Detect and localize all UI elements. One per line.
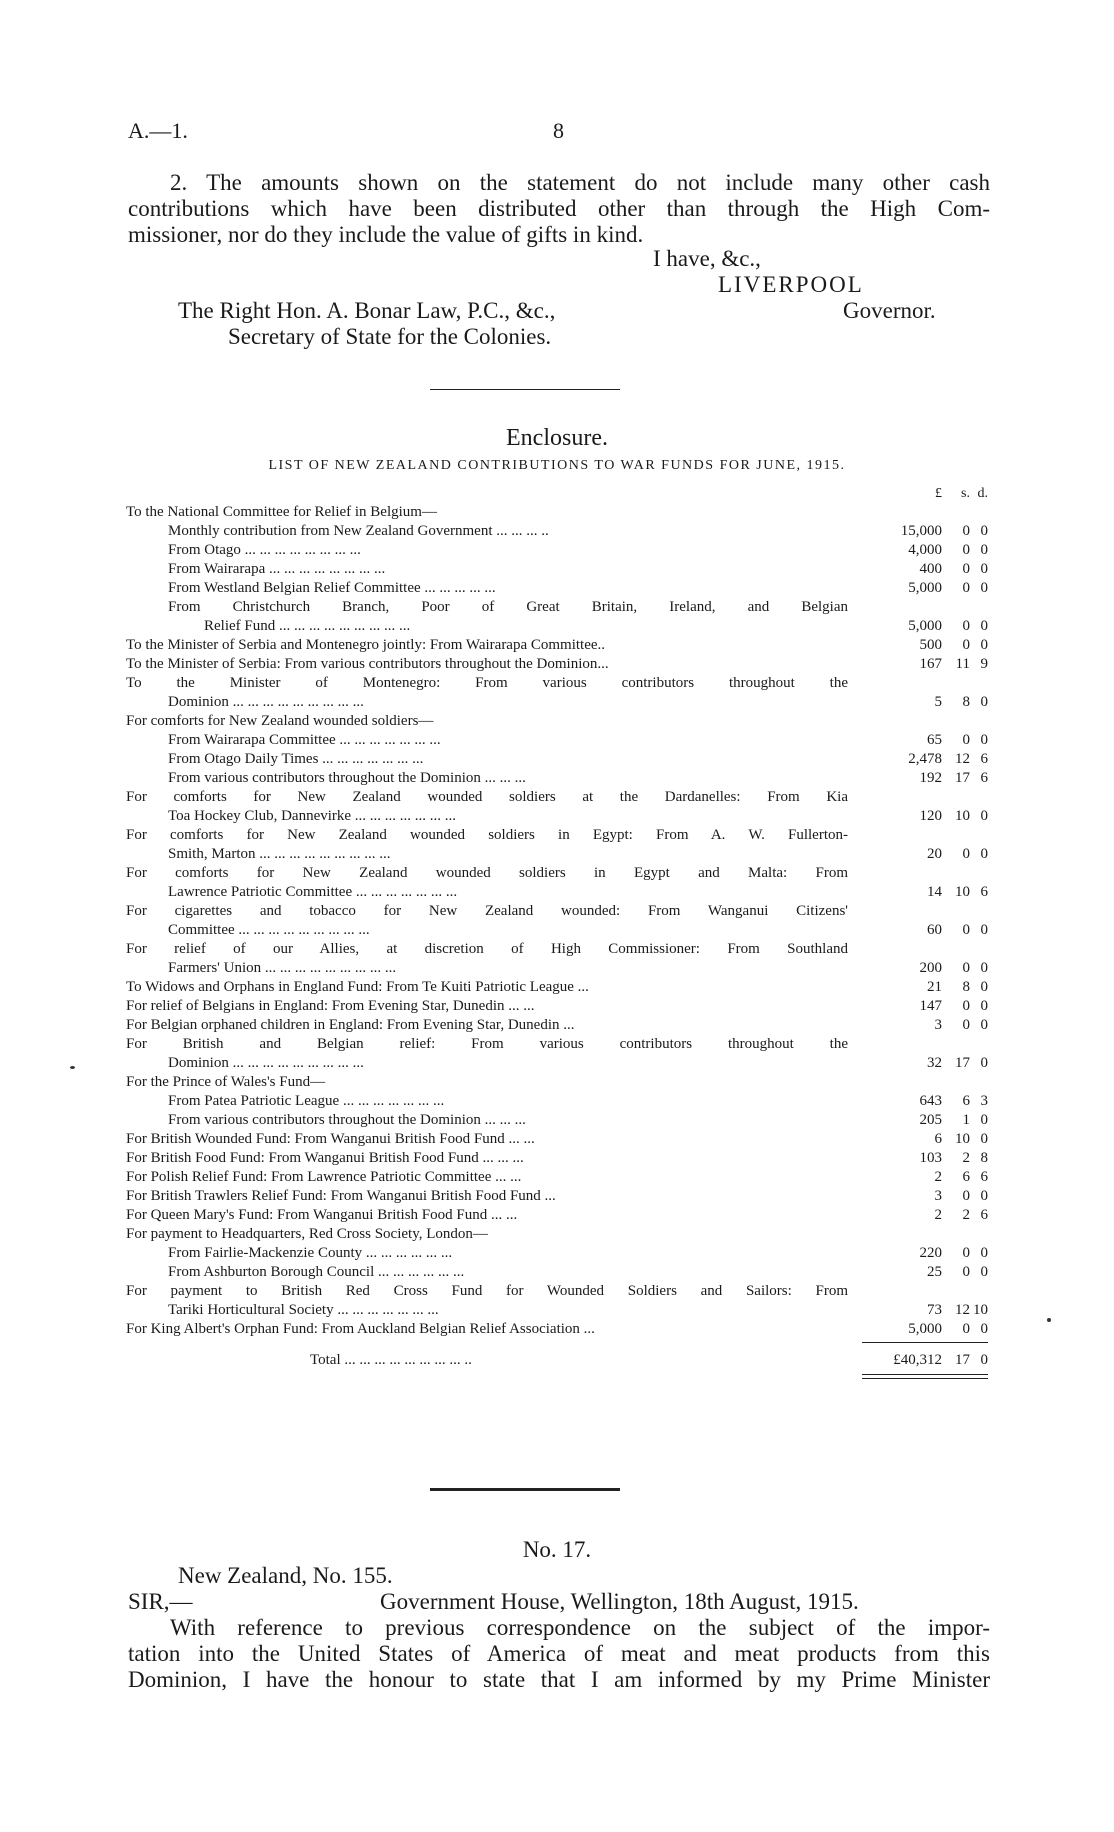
amount-shillings: 0	[962, 1017, 970, 1033]
contribution-description: Smith, Marton ... ... ... ... ... ... ... ... ...	[168, 846, 391, 862]
scan-speck	[70, 1066, 75, 1069]
amount-shillings: 0	[962, 998, 970, 1014]
contribution-description: For Queen Mary's Fund: From Wanganui British Food Fund ... ...	[126, 1207, 518, 1223]
contribution-description: For British Food Fund: From Wanganui British Food Fund ... ... ...	[126, 1150, 524, 1166]
table-row	[126, 978, 988, 997]
amount-pence: 6	[980, 1169, 988, 1185]
amount-shillings: 10	[955, 884, 970, 900]
amount-shillings: 0	[962, 846, 970, 862]
amount-pence: 0	[980, 523, 988, 539]
contribution-description: To the Minister of Serbia and Montenegro jointly: From Wairarapa Committee..	[126, 637, 606, 653]
amount-pence: 0	[980, 1131, 988, 1147]
contribution-description: Dominion ... ... ... ... ... ... ... ... ...	[168, 694, 364, 710]
table-row	[126, 636, 988, 655]
amount-pence: 0	[980, 1112, 988, 1128]
total-rule	[862, 1342, 988, 1343]
table-row	[126, 959, 988, 978]
amount-pounds: 65	[927, 732, 942, 748]
section-divider	[430, 389, 620, 390]
amount-pounds: 2	[934, 1169, 942, 1185]
enclosure-title: Enclosure.	[506, 425, 608, 451]
table-row	[126, 731, 988, 750]
despatch-body-line: Dominion, I have the honour to state that I am informed by my Prime Minister	[128, 1667, 990, 1692]
amount-shillings: 12	[955, 1302, 970, 1318]
amount-shillings: 0	[962, 580, 970, 596]
amount-pence: 0	[980, 637, 988, 653]
table-row	[126, 598, 988, 617]
table-row	[126, 617, 988, 636]
contribution-description: From Ashburton Borough Council ... ... ... ... ... ...	[168, 1264, 465, 1280]
amount-pence: 0	[980, 694, 988, 710]
amount-pounds: 21	[927, 979, 942, 995]
closing-formula: I have, &c.,	[653, 246, 761, 271]
amount-shillings: 0	[962, 618, 970, 634]
table-row	[126, 1225, 988, 1244]
contribution-description: To the Minister of Montenegro: From various contributors throughout the	[126, 675, 848, 691]
despatch-reference: New Zealand, No. 155.	[178, 1563, 393, 1588]
contribution-description: For comforts for New Zealand wounded soldiers in Egypt: From A. W. Fullerton-	[126, 827, 848, 843]
table-row	[126, 1263, 988, 1282]
table-row	[126, 883, 988, 902]
amount-pounds: 14	[927, 884, 942, 900]
amount-pence: 0	[980, 846, 988, 862]
paragraph-2-line: missioner, nor do they include the value of gifts in kind.	[128, 222, 644, 247]
contribution-description: Lawrence Patriotic Committee ... ... ... ... ... ... ...	[168, 884, 458, 900]
amount-shillings: 12	[955, 751, 970, 767]
contribution-description: Tariki Horticultural Society ... ... ... ... ... ... ...	[168, 1302, 439, 1318]
amount-shillings: 10	[955, 808, 970, 824]
signatory-title: Governor.	[843, 298, 936, 323]
amount-pence: 3	[980, 1093, 988, 1109]
table-row	[126, 1320, 988, 1339]
list-title: LIST OF NEW ZEALAND CONTRIBUTIONS TO WAR FUNDS FOR JUNE, 1915.	[268, 458, 846, 473]
amount-pounds: 5	[934, 694, 942, 710]
amount-pounds: 5,000	[908, 618, 942, 634]
table-row	[126, 1054, 988, 1073]
amount-shillings: 17	[955, 1055, 970, 1071]
contribution-description: From various contributors throughout the Dominion ... ... ...	[168, 770, 526, 786]
total-pence: 0	[980, 1352, 988, 1368]
contribution-description: For payment to Headquarters, Red Cross Society, London—	[126, 1226, 488, 1242]
amount-pounds: 60	[927, 922, 942, 938]
contribution-description: For relief of our Allies, at discretion of High Commissioner: From Southland	[126, 941, 848, 957]
addressee-name: The Right Hon. A. Bonar Law, P.C., &c.,	[178, 298, 556, 323]
contribution-description: From Westland Belgian Relief Committee ... ... ... ... ...	[168, 580, 496, 596]
amount-pounds: 5,000	[908, 1321, 942, 1337]
despatch-number: No. 17.	[522, 1537, 592, 1562]
salutation: SIR,—	[128, 1589, 193, 1614]
table-row	[126, 693, 988, 712]
contribution-description: From Patea Patriotic League ... ... ... ... ... ... ...	[168, 1093, 445, 1109]
table-row	[126, 826, 988, 845]
amount-shillings: 0	[962, 922, 970, 938]
amount-shillings: 0	[962, 542, 970, 558]
contribution-description: Farmers' Union ... ... ... ... ... ... ... ... ...	[168, 960, 397, 976]
amount-pounds: 500	[919, 637, 942, 653]
amount-pence: 0	[980, 561, 988, 577]
amount-shillings: 0	[962, 561, 970, 577]
paragraph-2-line: 2. The amounts shown on the statement do not include many other cash	[170, 170, 990, 195]
contribution-description: For comforts for New Zealand wounded soldiers in Egypt and Malta: From	[126, 865, 848, 881]
pounds-column-header: £	[935, 486, 942, 501]
scan-speck	[1047, 1318, 1051, 1322]
amount-pence: 0	[980, 998, 988, 1014]
table-row	[126, 712, 988, 731]
amount-shillings: 0	[962, 1188, 970, 1204]
contribution-description: For comforts for New Zealand wounded soldiers—	[126, 713, 434, 729]
section-divider-heavy	[430, 1488, 620, 1491]
amount-pounds: 4,000	[908, 542, 942, 558]
amount-pounds: 200	[919, 960, 942, 976]
amount-pounds: 167	[919, 656, 942, 672]
contribution-description: From Christchurch Branch, Poor of Great Britain, Ireland, and Belgian	[168, 599, 848, 615]
amount-pence: 0	[980, 808, 988, 824]
total-label: Total ... ... ... ... ... ... ... ... ..	[310, 1352, 472, 1368]
table-row	[126, 788, 988, 807]
amount-pounds: 192	[919, 770, 942, 786]
amount-shillings: 0	[962, 1321, 970, 1337]
amount-pounds: 147	[919, 998, 942, 1014]
contribution-description: From Otago ... ... ... ... ... ... ... ...	[168, 542, 361, 558]
contribution-description: For payment to British Red Cross Fund for Wounded Soldiers and Sailors: From	[126, 1283, 848, 1299]
amount-pounds: 5,000	[908, 580, 942, 596]
table-row	[126, 750, 988, 769]
amount-pence: 0	[980, 580, 988, 596]
amount-shillings: 6	[962, 1169, 970, 1185]
total-shillings: 17	[955, 1352, 970, 1368]
amount-pounds: 2	[934, 1207, 942, 1223]
table-row	[126, 1168, 988, 1187]
amount-shillings: 8	[962, 694, 970, 710]
amount-pounds: 3	[934, 1017, 942, 1033]
contribution-description: For King Albert's Orphan Fund: From Auckland Belgian Relief Association ...	[126, 1321, 595, 1337]
total-double-rule-top	[862, 1374, 988, 1375]
amount-pounds: 400	[919, 561, 942, 577]
amount-pounds: 73	[927, 1302, 942, 1318]
amount-shillings: 17	[955, 770, 970, 786]
table-row	[126, 655, 988, 674]
amount-shillings: 0	[962, 637, 970, 653]
table-row	[126, 503, 988, 522]
contribution-description: To Widows and Orphans in England Fund: From Te Kuiti Patriotic League ...	[126, 979, 589, 995]
document-reference: A.—1.	[128, 118, 188, 143]
table-row	[126, 1035, 988, 1054]
total-row	[126, 1346, 988, 1374]
addressee-title: Secretary of State for the Colonies.	[228, 324, 552, 349]
amount-pounds: 3	[934, 1188, 942, 1204]
amount-shillings: 0	[962, 1245, 970, 1261]
amount-shillings: 6	[962, 1093, 970, 1109]
paragraph-2	[128, 170, 990, 248]
despatch-body	[128, 1615, 990, 1693]
amount-pence: 0	[980, 1321, 988, 1337]
amount-pence: 0	[980, 1055, 988, 1071]
amount-pence: 6	[980, 770, 988, 786]
amount-shillings: 0	[962, 1264, 970, 1280]
amount-pence: 0	[980, 922, 988, 938]
contribution-description: From Wairarapa Committee ... ... ... ... ... ... ...	[168, 732, 441, 748]
despatch-body-line: tation into the United States of America of meat and meat products from this	[128, 1641, 990, 1666]
signatory-name: LIVERPOOL	[718, 272, 864, 297]
table-row	[126, 1130, 988, 1149]
table-row	[126, 997, 988, 1016]
table-row	[126, 1301, 988, 1320]
table-row	[126, 1282, 988, 1301]
amount-pence: 0	[980, 1017, 988, 1033]
amount-pence: 0	[980, 979, 988, 995]
table-row	[126, 1016, 988, 1035]
amount-shillings: 2	[962, 1207, 970, 1223]
contribution-description: From various contributors throughout the Dominion ... ... ...	[168, 1112, 526, 1128]
amount-pence: 0	[980, 1245, 988, 1261]
table-row	[126, 1244, 988, 1263]
amount-pounds: 205	[919, 1112, 942, 1128]
amount-pence: 9	[980, 656, 988, 672]
amount-pounds: 120	[919, 808, 942, 824]
amount-shillings: 11	[955, 656, 970, 672]
amount-pence: 8	[980, 1150, 988, 1166]
amount-pounds: 32	[927, 1055, 942, 1071]
table-row	[126, 579, 988, 598]
amount-pence: 6	[980, 751, 988, 767]
amount-pence: 0	[980, 732, 988, 748]
contribution-description: Relief Fund ... ... ... ... ... ... ... ... ...	[204, 618, 411, 634]
contribution-description: Committee ... ... ... ... ... ... ... ... ...	[168, 922, 370, 938]
paragraph-2-line: contributions which have been distributed other than through the High Com-	[128, 196, 990, 221]
amount-pence: 10	[973, 1302, 988, 1318]
contribution-description: For British Trawlers Relief Fund: From Wanganui British Food Fund ...	[126, 1188, 556, 1204]
contribution-description: From Wairarapa ... ... ... ... ... ... ... ...	[168, 561, 386, 577]
amount-shillings: 0	[962, 960, 970, 976]
amount-pounds: 220	[919, 1245, 942, 1261]
table-row	[126, 1073, 988, 1092]
contribution-description: For the Prince of Wales's Fund—	[126, 1074, 326, 1090]
table-row	[126, 807, 988, 826]
amount-pounds: 643	[919, 1093, 942, 1109]
table-row	[126, 940, 988, 959]
table-header-row	[126, 484, 988, 503]
contribution-description: Monthly contribution from New Zealand Government ... ... ... ..	[168, 523, 549, 539]
contribution-description: From Fairlie-Mackenzie County ... ... ... ... ... ...	[168, 1245, 453, 1261]
contribution-description: For British and Belgian relief: From various contributors throughout the	[126, 1036, 848, 1052]
amount-shillings: 0	[962, 732, 970, 748]
contribution-description: To the Minister of Serbia: From various contributors throughout the Dominion...	[126, 656, 609, 672]
shillings-column-header: s.	[961, 486, 970, 501]
amount-pence: 0	[980, 542, 988, 558]
total-double-rule-bottom	[862, 1378, 988, 1379]
contribution-description: Dominion ... ... ... ... ... ... ... ... ...	[168, 1055, 364, 1071]
amount-pence: 0	[980, 960, 988, 976]
amount-pence: 0	[980, 618, 988, 634]
table-row	[126, 560, 988, 579]
contribution-description: From Otago Daily Times ... ... ... ... ... ... ...	[168, 751, 424, 767]
amount-pounds: 2,478	[908, 751, 942, 767]
amount-pence: 6	[980, 1207, 988, 1223]
amount-pounds: 25	[927, 1264, 942, 1280]
page-number: 8	[553, 118, 564, 143]
amount-shillings: 0	[962, 523, 970, 539]
contribution-description: For cigarettes and tobacco for New Zealand wounded: From Wanganui Citizens'	[126, 903, 848, 919]
table-row	[126, 845, 988, 864]
table-row	[126, 902, 988, 921]
amount-shillings: 10	[955, 1131, 970, 1147]
contributions-table	[126, 484, 988, 1376]
amount-pence: 0	[980, 1188, 988, 1204]
contribution-description: For British Wounded Fund: From Wanganui British Food Fund ... ...	[126, 1131, 535, 1147]
table-row	[126, 1111, 988, 1130]
amount-shillings: 2	[962, 1150, 970, 1166]
table-row	[126, 674, 988, 693]
contribution-description: For comforts for New Zealand wounded soldiers at the Dardanelles: From Kia	[126, 789, 848, 805]
contribution-description: For Polish Relief Fund: From Lawrence Patriotic Committee ... ...	[126, 1169, 522, 1185]
table-row	[126, 1206, 988, 1225]
despatch-address: Government House, Wellington, 18th August, 1915.	[380, 1589, 859, 1614]
amount-pounds: 6	[934, 1131, 942, 1147]
total-pounds: £40,312	[893, 1352, 942, 1368]
table-row	[126, 769, 988, 788]
contribution-description: For relief of Belgians in England: From Evening Star, Dunedin ... ...	[126, 998, 535, 1014]
table-row	[126, 522, 988, 541]
table-row	[126, 921, 988, 940]
contribution-description: To the National Committee for Relief in Belgium—	[126, 504, 437, 520]
table-row	[126, 1149, 988, 1168]
amount-pence: 6	[980, 884, 988, 900]
despatch-body-line: With reference to previous correspondence on the subject of the impor-	[170, 1615, 990, 1640]
contribution-description: For Belgian orphaned children in England: From Evening Star, Dunedin ...	[126, 1017, 575, 1033]
contribution-rows	[126, 503, 988, 1339]
table-row	[126, 541, 988, 560]
amount-pounds: 15,000	[900, 523, 942, 539]
amount-pence: 0	[980, 1264, 988, 1280]
amount-pounds: 103	[919, 1150, 942, 1166]
table-row	[126, 1187, 988, 1206]
contribution-description: Toa Hockey Club, Dannevirke ... ... ... ... ... ... ...	[168, 808, 457, 824]
amount-shillings: 8	[962, 979, 970, 995]
amount-pounds: 20	[927, 846, 942, 862]
amount-shillings: 1	[962, 1112, 970, 1128]
table-row	[126, 1092, 988, 1111]
table-row	[126, 864, 988, 883]
pence-column-header: d.	[977, 486, 988, 501]
